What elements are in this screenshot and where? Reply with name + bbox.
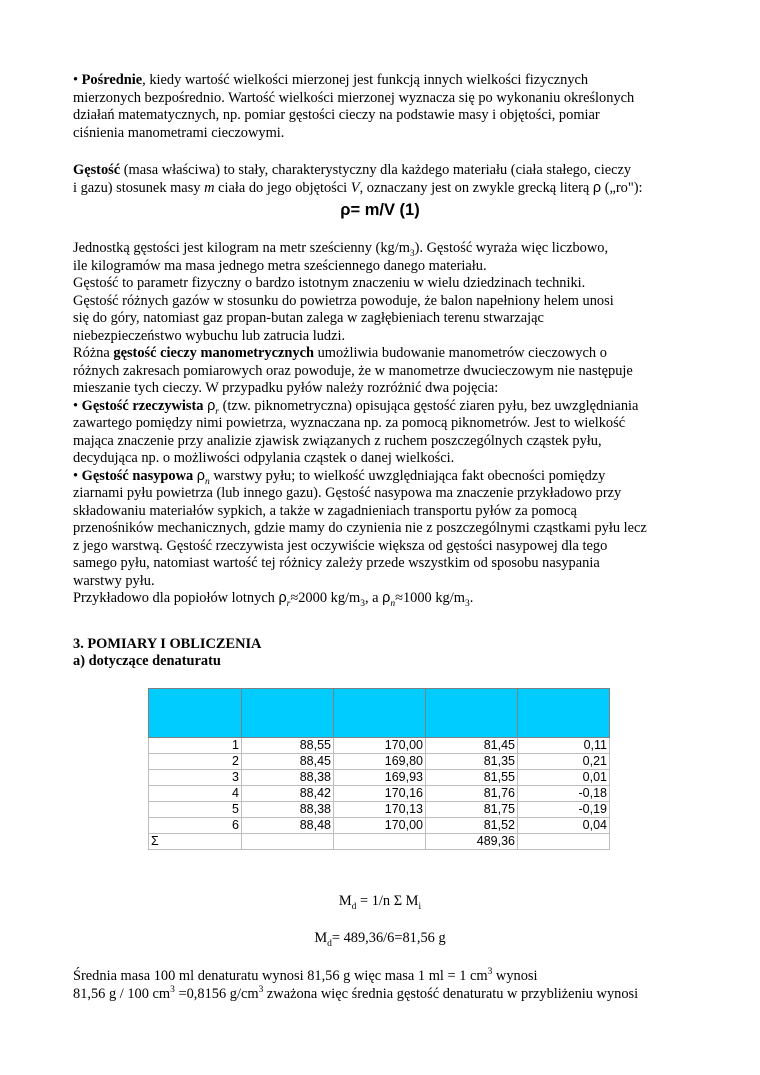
table-cell: 1: [149, 738, 242, 754]
density-formula: ρ= m/V (1): [340, 201, 420, 219]
table-row: [149, 754, 610, 770]
table-cell: 170,00: [334, 738, 426, 754]
table-cell: 5: [149, 802, 242, 818]
table-header-cell: [149, 689, 242, 738]
table-row: [149, 770, 610, 786]
mean-mass-calculation: $M_d= 489,36/6=81,56$ g: [314, 930, 446, 949]
table-cell: 88,45: [242, 754, 334, 770]
sum-label: Σ: [149, 834, 242, 850]
table-cell: [518, 834, 610, 850]
table-cell: 6: [149, 818, 242, 834]
table-cell: 81,45: [426, 738, 518, 754]
table-cell: 170,00: [334, 818, 426, 834]
table-cell: 169,93: [334, 770, 426, 786]
table-cell: 81,76: [426, 786, 518, 802]
table-header-cell: [518, 689, 610, 738]
table-cell: 81,75: [426, 802, 518, 818]
subsection-heading: a) dotyczące denaturatu: [73, 653, 221, 669]
table-cell: 0,11: [518, 738, 610, 754]
table-cell: 0,21: [518, 754, 610, 770]
table-header-cell: [334, 689, 426, 738]
table-cell: 88,38: [242, 802, 334, 818]
table-header-cell: [426, 689, 518, 738]
mean-mass-formula: $M_d = 1/n$ Σ $M_i$: [338, 893, 422, 912]
table-cell: 81,35: [426, 754, 518, 770]
table-cell: -0,18: [518, 786, 610, 802]
table-cell: 81,55: [426, 770, 518, 786]
table-header-row: [149, 689, 610, 738]
table-sum-row: [149, 834, 610, 850]
denaturat-table: [148, 688, 610, 850]
table-cell: 170,16: [334, 786, 426, 802]
table-cell: 2: [149, 754, 242, 770]
table-cell: 0,01: [518, 770, 610, 786]
table-cell: 81,52: [426, 818, 518, 834]
section-heading: 3. POMIARY I OBLICZENIA: [73, 636, 262, 652]
table-cell: [242, 834, 334, 850]
table-cell: 88,55: [242, 738, 334, 754]
table-cell: [334, 834, 426, 850]
paragraph-gestosc-details: Jednostką gęstości jest kilogram na metr sześcienny $(kg/m_3)$. Gęstość wyraża więc liczbowo, ile kilogramów ma masa jednego metra sześciennego danego materiału. Gęstość to parametr fizyczny o bardzo istotnym znaczeniu w wielu dziedzinach techniki. Gęstość różnych gazów w stosunku do powietrza powoduje, że balon napełniony helem unosi się do góry, natomiast gaz propan-butan zalega w zagłębieniach terenu stwarzając niebezpieczeństwo wybuchu lub zatrucia ludzi. Różna gęstość cieczy manometrycznych umożliwia budowanie manometrów cieczowych o różnych zakresach pomiarowych oraz powoduje, że w manometrze dwucieczowym nie następuje mieszanie tych cieczy. W przypadku pyłów należy rozróżnić dwa pojęcia: • Gęstość rzeczywista $\rho_r$ (tzw. piknometryczna) opisująca gęstość ziaren pyłu, bez uwzględniania zawartego pomiędzy nimi powietrza, wyznaczana np. za pomocą piknometrów. Jest to wielkość mająca znaczenie przy analizie zjawisk związanych z ruchem poszczególnych cząstek pyłu, decydująca np. o możliwości odpylania cząstek o danej wielkości. • Gęstość nasypowa $\rho_n$ warstwy pyłu; to wielkość uwzględniająca fakt obecności pomiędzy ziarnami pyłu powietrza (lub innego gazu). Gęstość nasypowa ma znaczenie przykładowo przy składowaniu materiałów sypkich, a także w zagadnieniach transportu pyłów za pomocą przenośników mechanicznych, gdzie mamy do czynienia nie z poszczególnymi cząstkami pyłu lecz z jego warstwą. Gęstość rzeczywista jest oczywiście większa od gęstości nasypowej dla tego samego pyłu, natomiast wartość tej różnicy zależy przede wszystkim od sposobu nasypania warstwy pyłu. Przykładowo dla popiołów lotnych $\rho_r\approx 2000$ $kg/m_3$, a $\rho_n\approx 1000$ $kg/m_3$.: [73, 240, 647, 609]
table-cell: 0,04: [518, 818, 610, 834]
table-cell: 4: [149, 786, 242, 802]
sum-value: 489,36: [426, 834, 518, 850]
paragraph-conclusion: Średnia masa 100 ml denaturatu wynosi 81,56 g więc masa 1 ml = 1 $cm^3$ wynosi 81,56 g / 100 $cm^3 =0,8156$ $g/cm^3$ zważona więc średnia gęstość denaturatu w przybliżeniu wynosi: [73, 967, 639, 1002]
table-header-cell: [242, 689, 334, 738]
table-cell: 3: [149, 770, 242, 786]
table-row: [149, 802, 610, 818]
table-row: [149, 738, 610, 754]
table-row: [149, 786, 610, 802]
paragraph-posrednie: • Pośrednie, kiedy wartość wielkości mierzonej jest funkcją innych wielkości fizycznych mierzonych bezpośrednio. Wartość wielkości mierzonej wyznacza się po wykonaniu określonych działań matematycznych, np. pomiar gęstości cieczy na podstawie masy i objętości, pomiar ciśnienia manometrami cieczowymi.: [73, 72, 635, 141]
table-cell: 88,42: [242, 786, 334, 802]
table-cell: 88,48: [242, 818, 334, 834]
table-cell: 169,80: [334, 754, 426, 770]
table-cell: 88,38: [242, 770, 334, 786]
paragraph-gestosc-definition: Gęstość (masa właściwa) to stały, charakterystyczny dla każdego materiału (ciała stałego, cieczy i gazu) stosunek masy m ciała do jego objętości V, oznaczany jest on zwykle grecką literą ρ („ro"):: [73, 162, 643, 196]
table-row: [149, 818, 610, 834]
table-cell: 170,13: [334, 802, 426, 818]
table-cell: -0,19: [518, 802, 610, 818]
